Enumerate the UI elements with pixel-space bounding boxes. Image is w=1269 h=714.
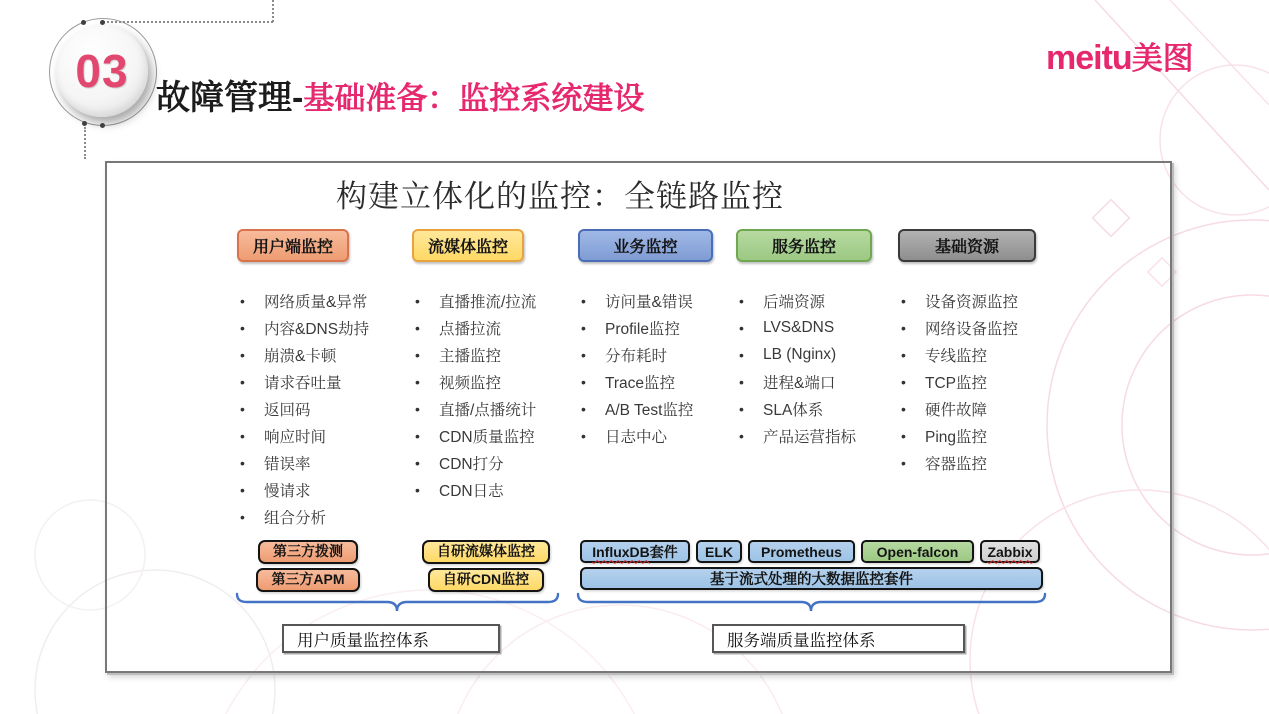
monitor-item <box>578 287 693 314</box>
logo-latin-text: meitu <box>1046 39 1132 77</box>
column-header-chip: 流媒体监控 <box>412 229 524 262</box>
monitor-item-label: 返回码 <box>264 401 311 419</box>
bullet-icon: • <box>901 319 906 336</box>
monitor-item-list <box>736 287 856 449</box>
bullet-icon: • <box>415 346 420 363</box>
monitor-item <box>237 476 369 503</box>
monitor-item <box>412 368 536 395</box>
tool-tag: Prometheus <box>748 540 855 563</box>
monitor-item <box>237 314 369 341</box>
monitor-item <box>412 314 536 341</box>
connector-dot <box>100 20 105 25</box>
tool-tags-row <box>580 540 1040 563</box>
monitor-item-label: 设备资源监控 <box>925 293 1019 311</box>
bullet-icon: • <box>415 427 420 444</box>
method-tag: 自研流媒体监控 <box>422 540 550 564</box>
monitor-item <box>237 341 369 368</box>
monitor-item-list <box>412 287 536 503</box>
monitor-item <box>237 368 369 395</box>
monitor-item <box>237 287 369 314</box>
monitor-item-label: 硬件故障 <box>925 401 988 419</box>
bullet-icon: • <box>240 454 245 471</box>
section-badge <box>56 25 148 117</box>
monitor-item-label: CDN打分 <box>439 455 504 473</box>
monitor-item <box>736 287 856 314</box>
bullet-icon: • <box>581 400 586 417</box>
wide-tool-tag: 基于流式处理的大数据监控套件 <box>580 567 1043 590</box>
bullet-icon: • <box>739 346 744 363</box>
monitor-item-label: 组合分析 <box>264 509 327 527</box>
bullet-icon: • <box>901 427 906 444</box>
method-tag-column <box>391 538 581 594</box>
bullet-icon: • <box>581 427 586 444</box>
monitor-item-label: LB (Nginx) <box>763 345 837 363</box>
section-number: 03 <box>75 45 129 97</box>
monitor-item-label: CDN日志 <box>439 482 504 500</box>
method-tag: 自研CDN监控 <box>428 568 544 592</box>
connector-dotted-line <box>272 0 274 22</box>
group-label-box: 用户质量监控体系 <box>282 624 500 653</box>
monitor-item <box>237 422 369 449</box>
column-header-chip: 用户端监控 <box>237 229 349 262</box>
monitor-item-label: 错误率 <box>264 455 311 473</box>
connector-dotted-line <box>103 21 273 23</box>
monitor-item-label: Trace监控 <box>605 374 676 392</box>
bullet-icon: • <box>415 481 420 498</box>
bullet-icon: • <box>240 508 245 525</box>
method-tag: 第三方拨测 <box>258 540 358 564</box>
monitor-item <box>898 368 1018 395</box>
monitor-item-label: SLA体系 <box>763 401 824 419</box>
group-braces <box>232 591 1052 625</box>
monitor-item-label: LVS&DNS <box>763 318 835 336</box>
connector-dot <box>82 121 87 126</box>
bullet-icon: • <box>581 373 586 390</box>
diagram-title: 构建立体化的监控：全链路监控 <box>336 179 784 214</box>
monitor-item <box>736 314 856 341</box>
monitor-item-label: 请求吞吐量 <box>264 374 342 392</box>
monitor-item <box>898 395 1018 422</box>
monitor-item-label: Ping监控 <box>925 428 988 446</box>
monitor-item <box>736 422 856 449</box>
bullet-icon: • <box>739 427 744 444</box>
monitor-item-label: 进程&端口 <box>763 374 836 392</box>
page-title <box>156 70 644 119</box>
tool-tag: ELK <box>696 540 742 563</box>
monitor-item-label: 响应时间 <box>264 428 327 446</box>
monitor-item <box>578 341 693 368</box>
bullet-icon: • <box>240 346 245 363</box>
bullet-icon: • <box>415 373 420 390</box>
monitor-item <box>412 341 536 368</box>
bullet-icon: • <box>581 292 586 309</box>
tool-tag <box>980 540 1040 563</box>
bullet-icon: • <box>901 373 906 390</box>
monitor-item-label: 日志中心 <box>605 428 668 446</box>
monitor-item-label: 专线监控 <box>925 347 988 365</box>
monitor-item <box>578 395 693 422</box>
bullet-icon: • <box>240 481 245 498</box>
page-title-pink: 基础准备：监控系统建设 <box>303 81 645 116</box>
bullet-icon: • <box>739 319 744 336</box>
monitor-item <box>898 422 1018 449</box>
monitor-item-label: 产品运营指标 <box>763 428 857 446</box>
bullet-icon: • <box>240 292 245 309</box>
monitor-item-label: 直播/点播统计 <box>439 401 537 419</box>
monitor-item-label: CDN质量监控 <box>439 428 535 446</box>
bullet-icon: • <box>739 373 744 390</box>
bullet-icon: • <box>739 400 744 417</box>
monitor-item-label: 访问量&错误 <box>605 293 693 311</box>
bullet-icon: • <box>240 427 245 444</box>
meitu-logo <box>1046 33 1194 78</box>
monitor-item <box>578 368 693 395</box>
tool-tag: Open-falcon <box>861 540 974 563</box>
monitor-item-label: 点播拉流 <box>439 320 502 338</box>
monitor-item <box>898 341 1018 368</box>
column-header-chip: 业务监控 <box>578 229 713 262</box>
monitor-item <box>412 287 536 314</box>
monitor-item-list <box>578 287 693 449</box>
bullet-icon: • <box>415 400 420 417</box>
monitor-item-label: A/B Test监控 <box>605 401 694 419</box>
monitor-item <box>237 503 369 530</box>
bullet-icon: • <box>240 319 245 336</box>
bullet-icon: • <box>739 292 744 309</box>
monitor-item-list <box>237 287 369 530</box>
monitor-item <box>898 314 1018 341</box>
monitor-item-label: 主播监控 <box>439 347 502 365</box>
column-header-chip: 基础资源 <box>898 229 1036 262</box>
misspell-underline: InfluxDB <box>592 543 650 560</box>
monitor-item-label: 崩溃&卡顿 <box>264 347 337 365</box>
monitor-item <box>736 341 856 368</box>
bullet-icon: • <box>240 400 245 417</box>
right-brace <box>578 594 1045 611</box>
monitor-item-label: Profile监控 <box>605 320 680 338</box>
monitor-item <box>736 368 856 395</box>
monitor-item-label: 后端资源 <box>763 293 826 311</box>
monitor-item <box>578 314 693 341</box>
monitor-item <box>237 449 369 476</box>
bullet-icon: • <box>240 373 245 390</box>
monitor-item <box>898 449 1018 476</box>
monitor-item-label: 直播推流/拉流 <box>439 293 537 311</box>
bullet-icon: • <box>415 292 420 309</box>
bullet-icon: • <box>415 319 420 336</box>
method-tag: 第三方APM <box>256 568 359 592</box>
monitor-item-label: 视频监控 <box>439 374 502 392</box>
connector-dotted-line <box>84 127 86 159</box>
bullet-icon: • <box>901 400 906 417</box>
bullet-icon: • <box>901 454 906 471</box>
bullet-icon: • <box>581 319 586 336</box>
bullet-icon: • <box>901 346 906 363</box>
monitor-item-label: 容器监控 <box>925 455 988 473</box>
misspell-underline: Zabbix <box>987 543 1033 560</box>
connector-dot <box>81 20 86 25</box>
monitor-item <box>412 422 536 449</box>
tool-tag-label: 套件 <box>649 543 678 560</box>
monitor-item <box>412 449 536 476</box>
bullet-icon: • <box>901 292 906 309</box>
method-tag-column <box>213 538 403 594</box>
monitor-item <box>412 395 536 422</box>
page-title-black: 故障管理- <box>156 79 304 117</box>
monitor-item-label: 慢请求 <box>264 482 311 500</box>
monitor-item <box>736 395 856 422</box>
monitor-item-label: 网络质量&异常 <box>264 293 368 311</box>
monitor-item <box>898 287 1018 314</box>
monitor-item-list <box>898 287 1018 476</box>
monitor-item-label: TCP监控 <box>925 374 988 392</box>
monitor-item <box>412 476 536 503</box>
monitor-item-label: 网络设备监控 <box>925 320 1019 338</box>
monitor-item <box>237 395 369 422</box>
connector-dot <box>100 123 105 128</box>
monitor-item-label: 内容&DNS劫持 <box>264 320 370 338</box>
bullet-icon: • <box>581 346 586 363</box>
group-label-box: 服务端质量监控体系 <box>712 624 965 653</box>
column-header-chip: 服务监控 <box>736 229 872 262</box>
left-brace <box>237 594 558 611</box>
monitor-item <box>578 422 693 449</box>
logo-chinese-text: 美图 <box>1131 41 1194 76</box>
monitor-item-label: 分布耗时 <box>605 347 668 365</box>
bullet-icon: • <box>415 454 420 471</box>
tool-tag <box>580 540 690 563</box>
